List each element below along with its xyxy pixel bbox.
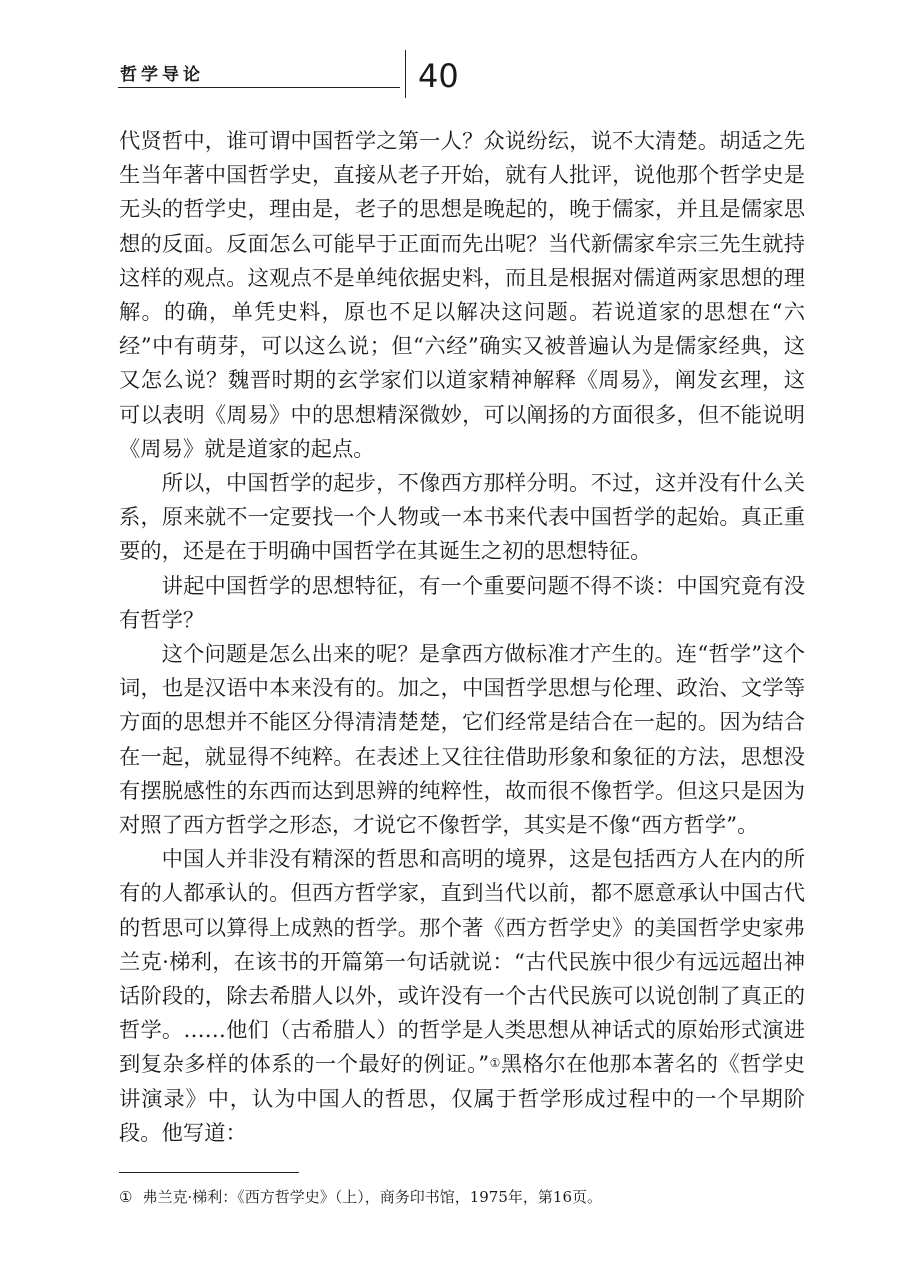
body-text xyxy=(119,125,805,1151)
footnote-text: 弗兰克·梯利：《西方哲学史》（上），商务印书馆，1975年，第16页。 xyxy=(142,1188,602,1206)
header-divider xyxy=(405,50,406,98)
footnote-rule xyxy=(119,1172,299,1173)
paragraph-5-text: 中国人并非没有精深的哲思和高明的境界，这是包括西方人在内的所有的人都承认的。但西方哲学家，直到当代以前，都不愿意承认中国古代的哲思可以算得上成熟的哲学。那个著《西方哲学史》的美国哲学史家弗兰克·梯利，在该书的开篇第一句话就说：“古代民族中很少有远远超出神话阶段的，除去希腊人以外，或许没有一个古代民族可以说创制了真正的哲学。……他们（古希腊人）的哲学是人类思想从神话式的原始形式演进到复杂多样的体系的一个最好的例证。” xyxy=(119,847,805,1078)
paragraph-1: 代贤哲中，谁可谓中国哲学之第一人？众说纷纭，说不大清楚。胡适之先生当年著中国哲学史，直接从老子开始，就有人批评，说他那个哲学史是无头的哲学史，理由是，老子的思想是晚起的，晚于儒家，并且是儒家思想的反面。反面怎么可能早于正面而先出呢？当代新儒家牟宗三先生就持这样的观点。这观点不是单纯依据史料，而且是根据对儒道两家思想的理解。的确，单凭史料，原也不足以解决这问题。若说道家的思想在“六经”中有萌芽，可以这么说；但“六经”确实又被普遍认为是儒家经典，这又怎么说？魏晋时期的玄学家们以道家精神解释《周易》，阐发玄理，这可以表明《周易》中的思想精深微妙，可以阐扬的方面很多，但不能说明《周易》就是道家的起点。 xyxy=(119,129,805,462)
header-rule xyxy=(118,87,400,88)
footnote xyxy=(119,1186,602,1208)
footnote-reference[interactable]: ① xyxy=(489,1056,501,1071)
page-number: 40 xyxy=(418,57,459,95)
paragraph-4: 这个问题是怎么出来的呢？是拿西方做标准才产生的。连“哲学”这个词，也是汉语中本来没有的。加之，中国哲学思想与伦理、政治、文学等方面的思想并不能区分得清清楚楚，它们经常是结合在一起的。因为结合在一起，就显得不纯粹。在表述上又往往借助形象和象征的方法，思想没有摆脱感性的东西而达到思辨的纯粹性，故而很不像哲学。但这只是因为对照了西方哲学之形态，才说它不像哲学，其实是不像“西方哲学”。 xyxy=(119,642,805,839)
paragraph-3: 讲起中国哲学的思想特征，有一个重要问题不得不谈：中国究竟有没有哲学？ xyxy=(119,573,805,633)
paragraph-2: 所以，中国哲学的起步，不像西方那样分明。不过，这并没有什么关系，原来就不一定要找一个人物或一本书来代表中国哲学的起始。真正重要的，还是在于明确中国哲学在其诞生之初的思想特征。 xyxy=(119,471,805,565)
footnote-mark: ① xyxy=(119,1188,133,1206)
paragraph-5-tail: 黑格尔在他那本著名的《哲学史讲演录》中，认为中国人的哲思，仅属于哲学形成过程中的一个早期阶段。他写道： xyxy=(119,1052,805,1146)
running-header-title: 哲学导论 xyxy=(120,65,204,85)
paragraph-5 xyxy=(119,843,805,1151)
